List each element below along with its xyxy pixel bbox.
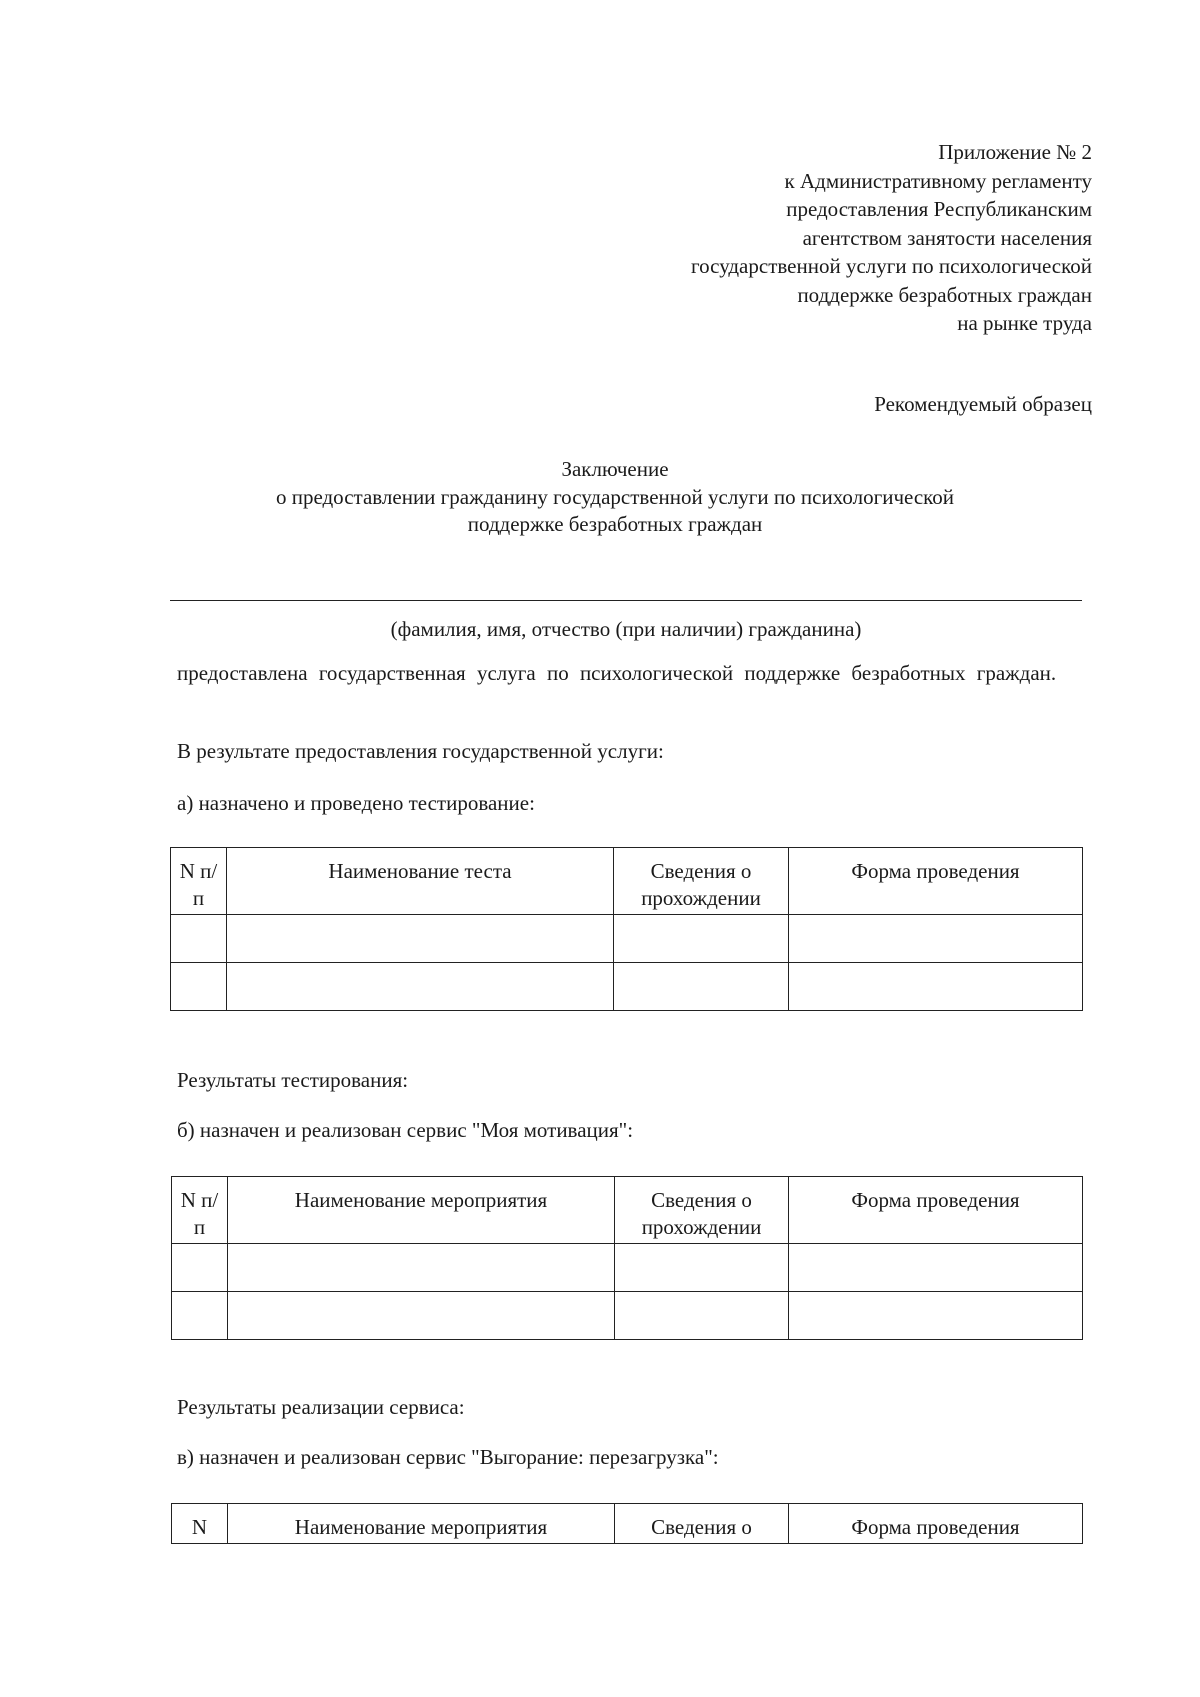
table-cell [614, 915, 789, 963]
section-c-heading: в) назначен и реализован сервис "Выгорание: перезагрузка": [177, 1445, 719, 1469]
col-format-header: Форма проведения [789, 1504, 1083, 1544]
table-cell [614, 963, 789, 1011]
table-cell [171, 963, 227, 1011]
table-header-row [171, 848, 1083, 915]
table-row [171, 915, 1083, 963]
section-b-heading: б) назначен и реализован сервис "Моя мотивация": [177, 1118, 634, 1142]
title-line-3: поддержке безработных граждан [467, 512, 763, 536]
table-cell [228, 1292, 615, 1340]
col-event-name-header: Наименование мероприятия [228, 1177, 615, 1244]
appendix-header [691, 138, 1092, 338]
table-cell [171, 915, 227, 963]
table-cell [227, 915, 614, 963]
table-cell [789, 1244, 1083, 1292]
appendix-line-2: к Административному регламенту [784, 168, 1092, 193]
table-cell [227, 963, 614, 1011]
appendix-line-4: агентством занятости населения [802, 225, 1092, 250]
testing-results-label: Результаты тестирования: [177, 1068, 409, 1092]
table-cell [789, 1292, 1083, 1340]
title-line-1: Заключение [561, 457, 669, 481]
col-format-header: Форма проведения [789, 1177, 1083, 1244]
appendix-line-1: Приложение № 2 [938, 140, 1092, 164]
citizen-name-line [170, 600, 1082, 601]
col-completion-info-header: Сведения о прохождении [615, 1177, 789, 1244]
service-provided-paragraph: предоставлена государственная услуга по психологической поддержке безработных граждан. [177, 661, 1057, 685]
appendix-line-6: поддержке безработных граждан [797, 282, 1092, 307]
table-row [172, 1244, 1083, 1292]
table-cell [172, 1244, 228, 1292]
title-line-2: о предоставлении гражданину государственной услуги по психологической [275, 484, 955, 509]
motivation-table [171, 1176, 1083, 1340]
col-event-name-header: Наименование мероприятия [228, 1504, 615, 1544]
burnout-table [171, 1503, 1083, 1544]
sample-note: Рекомендуемый образец [874, 392, 1092, 416]
appendix-line-7: на рынке труда [957, 311, 1092, 335]
document-title [200, 456, 1030, 539]
table-cell [172, 1292, 228, 1340]
appendix-line-5: государственной услуги по психологической [691, 254, 1092, 278]
table-cell [228, 1244, 615, 1292]
appendix-line-3: предоставления Республиканским [786, 197, 1092, 221]
result-intro-paragraph: В результате предоставления государственной услуги: [177, 739, 664, 763]
col-number-header: N [172, 1504, 228, 1544]
service-results-label: Результаты реализации сервиса: [177, 1395, 465, 1419]
citizen-name-caption: (фамилия, имя, отчество (при наличии) гражданина) [390, 617, 862, 641]
testing-table [170, 847, 1083, 1011]
col-test-name-header: Наименование теста [227, 848, 614, 915]
col-format-header: Форма проведения [789, 848, 1083, 915]
table-row [171, 963, 1083, 1011]
table-cell [789, 963, 1083, 1011]
table-row [172, 1292, 1083, 1340]
table-cell [615, 1292, 789, 1340]
table-cell [789, 915, 1083, 963]
col-completion-info-header: Сведения о [615, 1504, 789, 1544]
table-header-row [172, 1177, 1083, 1244]
table-header-row [172, 1504, 1083, 1544]
section-a-heading: а) назначено и проведено тестирование: [177, 791, 535, 815]
col-number-header: N п/п [171, 848, 227, 915]
col-number-header: N п/п [172, 1177, 228, 1244]
table-cell [615, 1244, 789, 1292]
col-completion-info-header: Сведения о прохождении [614, 848, 789, 915]
